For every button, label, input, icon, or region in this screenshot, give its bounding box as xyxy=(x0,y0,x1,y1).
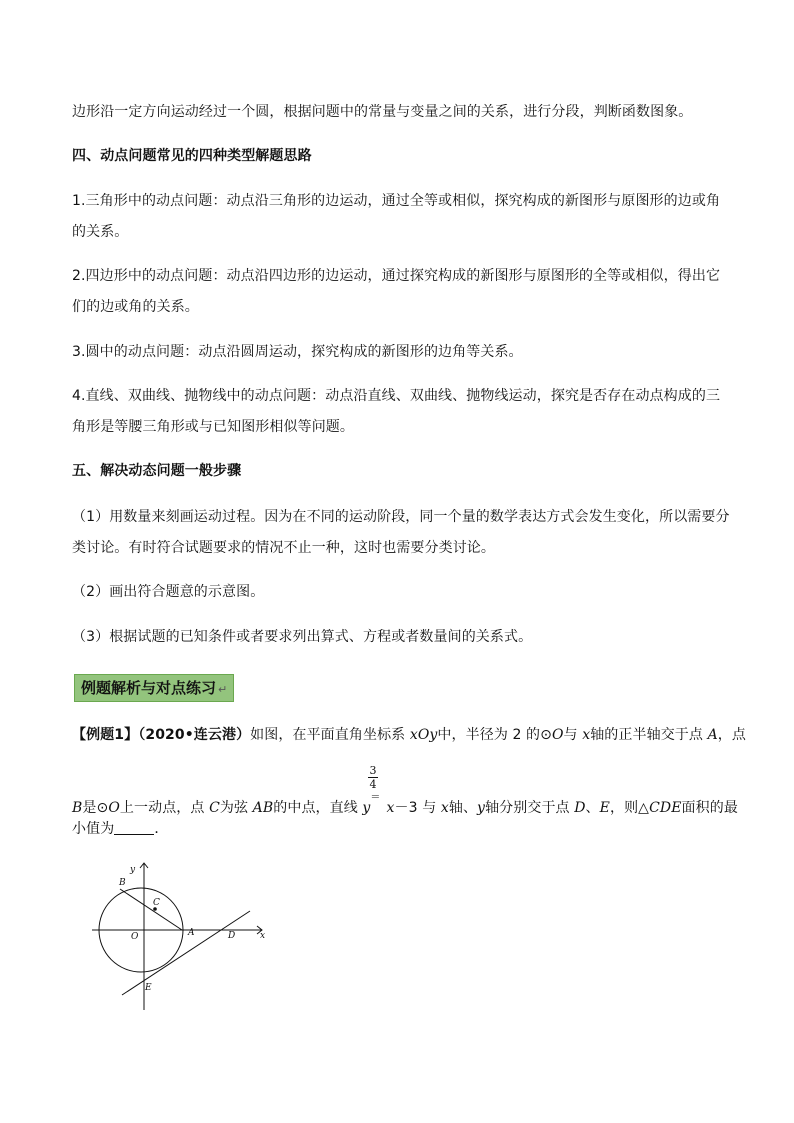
example-line-3 xyxy=(72,820,168,838)
text-line: 的关系。 xyxy=(72,224,129,240)
example-line-2 xyxy=(72,789,738,817)
equals: ＝ xyxy=(370,792,381,803)
text: 上一动点，点 xyxy=(119,800,210,816)
text: 轴、 xyxy=(448,800,478,816)
example-tag: 【例题1】 xyxy=(72,727,139,743)
text-line: 角形是等腰三角形或与已知图形相似等问题。 xyxy=(72,419,354,435)
label-y: y xyxy=(130,865,136,875)
math: E xyxy=(599,800,610,816)
math: A xyxy=(707,727,718,743)
text: 轴分别交于点 xyxy=(485,800,575,816)
text-line: （1）用数量来刻画运动过程。因为在不同的运动阶段，同一个量的数学表达方式会发生变化，所以需要分 xyxy=(72,509,730,525)
label-a: A xyxy=(188,928,195,938)
text: 中，半径为 2 的⊙ xyxy=(437,727,552,743)
chord-ab xyxy=(120,889,182,930)
label-c: C xyxy=(153,898,160,908)
text: 面积的最 xyxy=(681,800,738,816)
paragraph-mark: ↵ xyxy=(218,683,228,696)
label-x: x xyxy=(260,931,266,941)
label-o: O xyxy=(131,932,139,942)
text: 、 xyxy=(585,800,600,816)
fraction xyxy=(368,765,378,790)
text: ，点 xyxy=(717,727,746,743)
text: －3 与 xyxy=(394,800,441,816)
fraction-numerator: 3 xyxy=(369,764,377,777)
text: 与 xyxy=(563,727,583,743)
fraction-denominator: 4 xyxy=(369,778,377,791)
math: x xyxy=(582,727,591,743)
math: D xyxy=(574,800,586,816)
text-line: 4.直线、双曲线、抛物线中的动点问题：动点沿直线、双曲线、抛物线运动，探究是否存在动点构成的三 xyxy=(72,388,721,404)
text-line: （3）根据试题的已知条件或者要求列出算式、方程或者数量间的关系式。 xyxy=(72,629,533,645)
math: O xyxy=(108,800,120,816)
example-source: （2020•连云港） xyxy=(138,727,251,743)
section-banner xyxy=(74,674,234,702)
label-b: B xyxy=(119,878,126,888)
text: 是⊙ xyxy=(82,800,109,816)
label-e: E xyxy=(145,983,152,993)
math: C xyxy=(209,800,220,816)
math: x xyxy=(386,800,395,816)
math: B xyxy=(72,800,83,816)
banner-label: 例题解析与对点练习 xyxy=(81,679,217,697)
line-de xyxy=(122,911,250,995)
text-line: （2）画出符合题意的示意图。 xyxy=(72,584,265,600)
math: y xyxy=(362,800,371,816)
text-line: 3.圆中的动点问题：动点沿圆周运动，探究构成的新图形的边角等关系。 xyxy=(72,344,523,360)
text-line: 们的边或角的关系。 xyxy=(72,299,199,315)
math: O xyxy=(551,727,564,743)
text: 轴的正半轴交于点 xyxy=(590,727,708,743)
label-d: D xyxy=(228,931,236,941)
text: ，则△ xyxy=(609,800,650,816)
math: AB xyxy=(252,800,274,816)
math: y xyxy=(477,800,486,816)
section-heading-4: 四、动点问题常见的四种类型解题思路 xyxy=(72,148,312,164)
text-line: 1.三角形中的动点问题：动点沿三角形的边运动，通过全等或相似，探究构成的新图形与原图形的边或角 xyxy=(72,193,721,209)
text: 为弦 xyxy=(219,800,253,816)
math: x xyxy=(440,800,449,816)
text: ． xyxy=(154,821,169,837)
text-line: 2.四边形中的动点问题：动点沿四边形的边运动，通过探究构成的新图形与原图形的全等或相似，得出它 xyxy=(72,268,721,284)
math: xOy xyxy=(409,727,438,743)
example-line-1 xyxy=(72,726,746,744)
math: CDE xyxy=(649,800,682,816)
text-line: 边形沿一定方向运动经过一个圆，根据问题中的常量与变量之间的关系，进行分段，判断函数图象。 xyxy=(72,104,693,120)
text: 的中点，直线 xyxy=(273,800,363,816)
geometry-figure xyxy=(84,855,274,1015)
text: 小值为 xyxy=(72,821,115,837)
text-line: 类讨论。有时符合试题要求的情况不止一种，这时也需要分类讨论。 xyxy=(72,540,495,556)
answer-blank xyxy=(114,820,154,835)
section-heading-5: 五、解决动态问题一般步骤 xyxy=(72,463,242,479)
text: 如图，在平面直角坐标系 xyxy=(250,727,410,743)
